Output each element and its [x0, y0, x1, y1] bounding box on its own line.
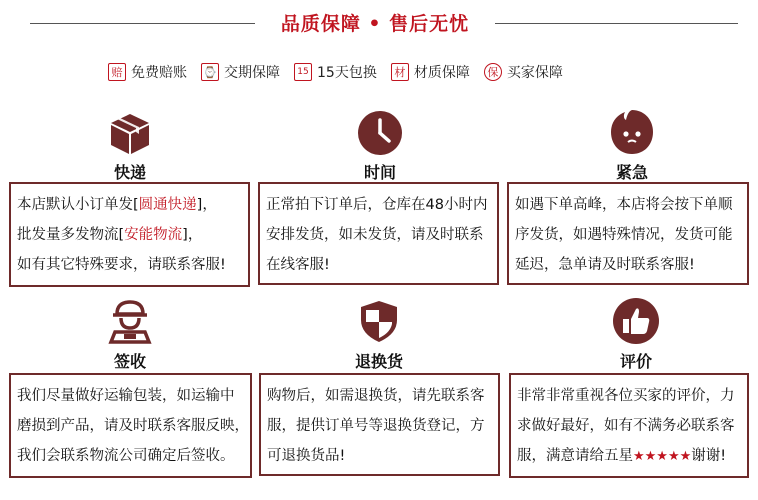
five-star-rating: ★★★★★ [633, 449, 692, 464]
guarantee-label: 免费赔账 [131, 65, 187, 81]
carrier-anneng: 安能物流 [124, 227, 183, 243]
receipt-line-1: 我们尽量做好运输包装，如运输中 [17, 388, 235, 404]
urgent-face-icon [609, 108, 655, 156]
time-line-2: 安排发货，如未发货，请及时联系 [266, 227, 484, 243]
section-label-receipt: 签收 [113, 352, 146, 371]
express-info-box [9, 182, 250, 287]
express-line-3: 如有其它特殊要求，请联系客服! [17, 257, 226, 273]
guarantee-delivery-time [201, 62, 280, 82]
review-line-1: 非常非常重视各位买家的评价，力 [517, 388, 735, 404]
title-divider-right [495, 23, 738, 24]
return-line-2: 服，提供订单号等退换货登记，方 [267, 418, 485, 434]
guarantee-label: 买家保障 [506, 65, 563, 81]
urgent-info-box [507, 182, 749, 285]
express-line-2: 批发量多发物流[安能物流]， [17, 227, 203, 243]
guarantee-label: 材质保障 [413, 65, 470, 81]
page-title: 品质保障 • 售后无忧 [280, 13, 470, 35]
shield-icon [356, 298, 402, 344]
title-divider-left [30, 23, 255, 24]
guarantee-label: 交期保障 [224, 65, 280, 81]
receipt-line-3: 我们会联系物流公司确定后签收。 [17, 448, 235, 464]
compensation-icon: 赔 [108, 63, 126, 81]
section-label-review: 评价 [619, 352, 652, 371]
section-label-return: 退换货 [354, 352, 403, 371]
material-icon: 材 [391, 63, 409, 81]
section-label-time: 时间 [363, 163, 396, 182]
calendar-15-icon: 15 [294, 63, 312, 81]
guarantee-row [108, 60, 563, 84]
package-icon [107, 110, 153, 156]
section-label-urgent: 紧急 [615, 163, 648, 182]
time-line-3: 在线客服! [266, 257, 330, 273]
urgent-line-3: 延迟，急单请及时联系客服! [515, 257, 695, 273]
clock-icon [357, 110, 403, 156]
return-line-3: 可退换货品! [267, 448, 346, 464]
guarantee-material [391, 62, 470, 82]
guarantee-15-day-exchange [294, 62, 377, 82]
clock-icon: ⌚ [201, 63, 219, 81]
urgent-line-2: 序发货，如遇特殊情况，发货可能 [515, 227, 733, 243]
urgent-line-1: 如遇下单高峰，本店将会按下单顺 [515, 197, 733, 213]
delivery-person-icon [107, 298, 153, 344]
carrier-yuantong: 圆通快递 [138, 197, 197, 213]
guarantee-label: 15天包换 [317, 65, 377, 81]
guarantee-buyer [484, 62, 563, 82]
review-info-box [509, 373, 749, 478]
thumbs-up-icon [612, 297, 660, 345]
return-info-box [259, 373, 500, 476]
express-line-1: 本店默认小订单发[圆通快递]， [17, 197, 217, 213]
return-line-1: 购物后，如需退换货，请先联系客 [267, 388, 485, 404]
review-line-3: 服，满意请给五星★★★★★谢谢! [517, 448, 727, 464]
review-line-2: 求做好最好，如有不满务必联系客 [517, 418, 735, 434]
time-line-1: 正常拍下订单后，仓库在48小时内 [266, 197, 488, 213]
receipt-info-box [9, 373, 252, 478]
time-info-box [258, 182, 499, 285]
shield-icon: 保 [484, 63, 502, 81]
section-label-express: 快递 [113, 163, 146, 182]
receipt-line-2: 磨损到产品，请及时联系客服反映， [17, 418, 249, 434]
header [0, 6, 758, 40]
guarantee-free-compensation [108, 62, 187, 82]
